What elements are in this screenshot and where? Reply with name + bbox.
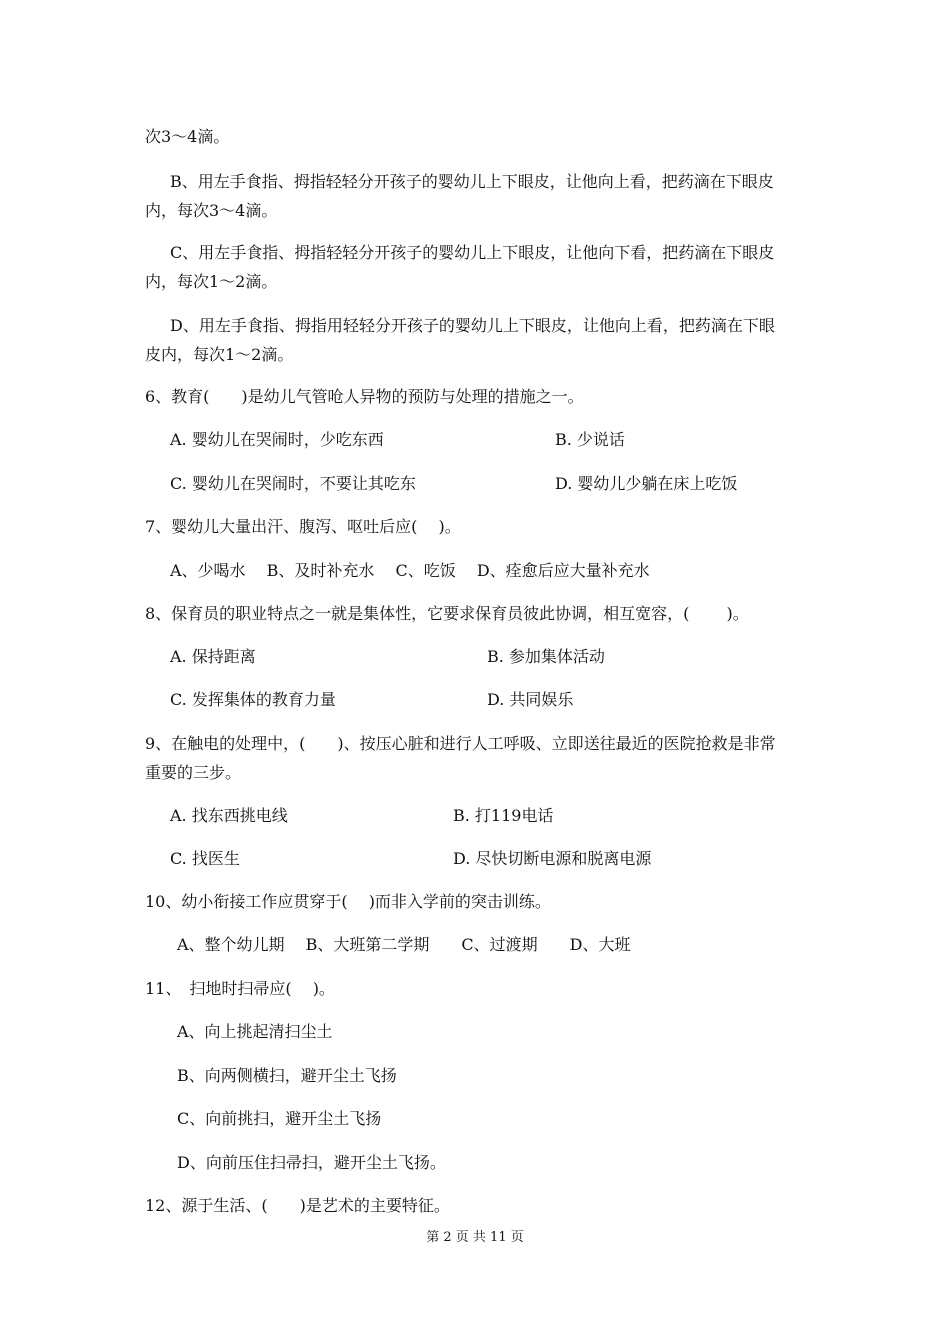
question-7-options: A、少喝水 B、及时补充水 C、吃饭 D、痊愈后应大量补充水 — [170, 561, 650, 580]
question-6-option-c: C. 婴幼儿在哭闹时，不要让其吃东 — [170, 474, 416, 493]
question-9-option-d: D. 尽快切断电源和脱离电源 — [453, 849, 652, 868]
text-line: 次3～4滴。 — [145, 127, 230, 146]
question-9-stem-cont: 重要的三步。 — [145, 763, 242, 782]
question-6-option-a: A. 婴幼儿在哭闹时，少吃东西 — [170, 430, 384, 449]
question-6-option-b: B. 少说话 — [555, 430, 625, 449]
question-8-option-a: A. 保持距离 — [170, 647, 256, 666]
question-9-stem: 9、在触电的处理中，( )、按压心脏和进行人工呼吸、立即送往最近的医院抢救是非常 — [145, 734, 776, 753]
question-9-option-b: B. 打119电话 — [453, 806, 554, 825]
question-9-option-a: A. 找东西挑电线 — [170, 806, 288, 825]
option-c-line: C、用左手食指、拇指轻轻分开孩子的婴幼儿上下眼皮，让他向下看，把药滴在下眼皮 — [170, 243, 775, 262]
text-line: 内，每次3～4滴。 — [145, 201, 278, 220]
question-8-stem: 8、保育员的职业特点之一就是集体性，它要求保育员彼此协调，相互宽容，( )。 — [145, 604, 749, 623]
option-d-line: D、用左手食指、拇指用轻轻分开孩子的婴幼儿上下眼皮，让他向上看，把药滴在下眼 — [170, 316, 775, 335]
question-8-option-b: B. 参加集体活动 — [487, 647, 605, 666]
question-11-option-d: D、向前压住扫帚扫，避开尘土飞扬。 — [177, 1153, 446, 1172]
question-10-stem: 10、幼小衔接工作应贯穿于( )而非入学前的突击训练。 — [145, 892, 551, 911]
question-8-option-d: D. 共同娱乐 — [487, 690, 574, 709]
question-7-stem: 7、婴幼儿大量出汗、腹泻、呕吐后应( )。 — [145, 517, 461, 536]
question-9-option-c: C. 找医生 — [170, 849, 240, 868]
text-line: 内，每次1～2滴。 — [145, 272, 278, 291]
text-line: 皮内，每次1～2滴。 — [145, 345, 294, 364]
question-11-stem: 11、 扫地时扫帚应( )。 — [145, 979, 335, 998]
question-11-option-c: C、向前挑扫，避开尘土飞扬 — [177, 1109, 382, 1128]
page-footer: 第 2 页 共 11 页 — [426, 1230, 524, 1245]
question-11-option-a: A、向上挑起清扫尘土 — [177, 1022, 333, 1041]
question-10-options: A、整个幼儿期 B、大班第二学期 C、过渡期 D、大班 — [177, 935, 631, 954]
option-b-line: B、用左手食指、拇指轻轻分开孩子的婴幼儿上下眼皮，让他向上看，把药滴在下眼皮 — [170, 172, 774, 191]
question-6-stem: 6、教育( )是幼儿气管呛人异物的预防与处理的措施之一。 — [145, 387, 584, 406]
question-11-option-b: B、向两侧横扫，避开尘土飞扬 — [177, 1066, 397, 1085]
question-8-option-c: C. 发挥集体的教育力量 — [170, 690, 336, 709]
question-12-stem: 12、源于生活、( )是艺术的主要特征。 — [145, 1196, 450, 1215]
question-6-option-d: D. 婴幼儿少躺在床上吃饭 — [555, 474, 738, 493]
